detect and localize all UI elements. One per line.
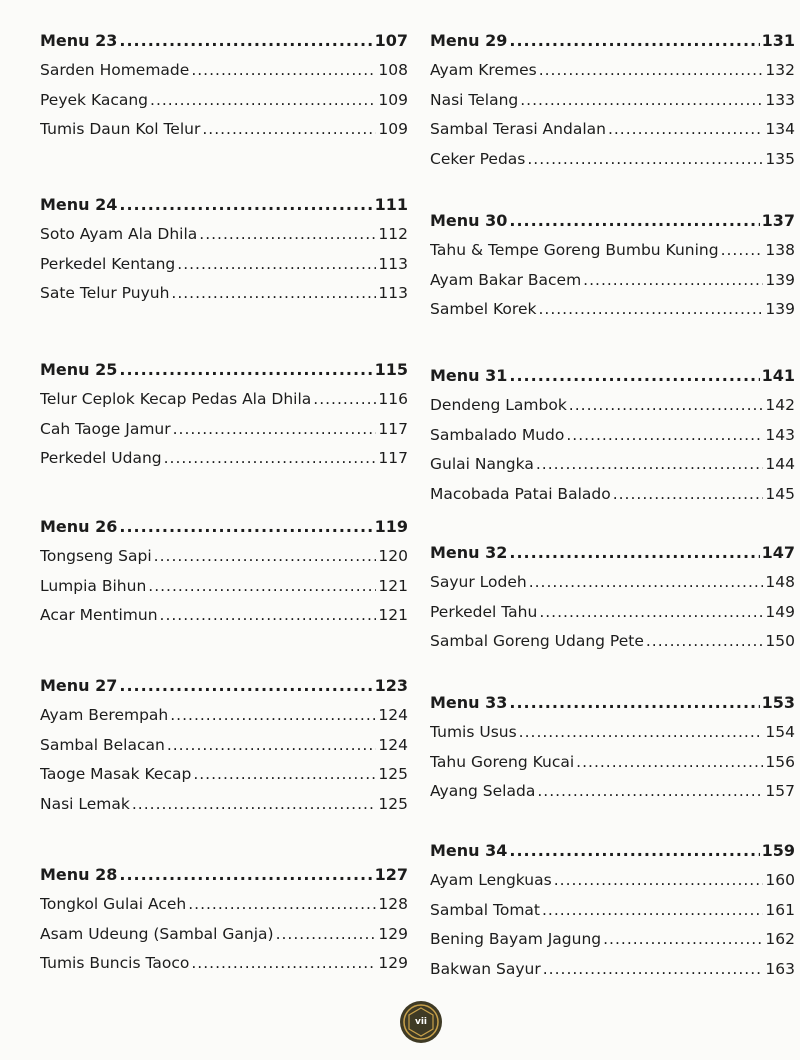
dot-leader <box>119 512 372 542</box>
page-ref: 119 <box>374 517 408 536</box>
dot-leader <box>191 56 376 86</box>
recipe-name: Tumis Buncis Taoco <box>40 954 190 972</box>
page-ref: 121 <box>378 576 408 595</box>
recipe-name: Cah Taoge Jamur <box>40 419 171 438</box>
dot-leader <box>509 361 759 391</box>
dot-leader <box>527 145 763 175</box>
dot-leader <box>542 896 763 926</box>
dot-leader <box>539 56 764 86</box>
recipe-entry <box>430 925 795 955</box>
dot-leader <box>566 421 763 451</box>
dot-leader <box>132 790 377 820</box>
menu-title: Menu 34 <box>430 841 508 860</box>
page-ref: 135 <box>765 149 795 168</box>
recipe-name: Perkedel Tahu <box>430 602 538 621</box>
menu-heading <box>40 671 408 701</box>
dot-leader <box>569 391 764 421</box>
recipe-entry <box>40 385 408 415</box>
recipe-name: Dendeng Lambok <box>430 396 567 414</box>
dot-leader <box>509 206 759 236</box>
recipe-name: Tongseng Sapi <box>40 547 152 565</box>
dot-leader <box>171 279 376 309</box>
dot-leader <box>193 760 376 790</box>
recipe-entry <box>430 718 795 748</box>
recipe-entry <box>430 748 795 778</box>
dot-leader <box>199 220 376 250</box>
menu-heading <box>430 538 795 568</box>
recipe-name: Taoge Masak Kecap <box>40 765 192 783</box>
menu-section <box>40 860 408 979</box>
recipe-entry <box>40 250 408 280</box>
menu-heading <box>40 26 408 56</box>
page-ref: 128 <box>378 895 408 913</box>
menu-section <box>40 512 408 631</box>
page-ref: 116 <box>378 390 408 408</box>
menu-title: Menu 28 <box>40 865 118 884</box>
menu-section <box>430 206 795 325</box>
menu-heading <box>430 26 795 56</box>
page-ref: 144 <box>765 455 795 473</box>
recipe-name: Sambel Korek <box>430 300 537 318</box>
dot-leader <box>150 86 376 116</box>
menu-title: Menu 33 <box>430 693 508 712</box>
dot-leader <box>276 920 377 950</box>
recipe-name: Ayam Kremes <box>430 61 537 79</box>
recipe-name: Tongkol Gulai Aceh <box>40 895 187 913</box>
dot-leader <box>537 777 763 807</box>
menu-title: Menu 31 <box>430 366 508 385</box>
recipe-name: Tumis Daun Kol Telur <box>40 120 201 138</box>
page-ref: 123 <box>374 676 408 695</box>
page-ref: 162 <box>765 930 795 948</box>
recipe-name: Ceker Pedas <box>430 149 526 168</box>
menu-section <box>430 361 795 509</box>
dot-leader <box>119 26 372 56</box>
page-ref: 121 <box>378 606 408 624</box>
recipe-name: Gulai Nangka <box>430 455 534 473</box>
page-ref: 124 <box>378 706 408 724</box>
dot-leader <box>613 480 764 510</box>
recipe-entry <box>40 56 408 86</box>
page-ref: 156 <box>765 752 795 771</box>
menu-section <box>40 190 408 309</box>
recipe-name: Sarden Homemade <box>40 61 190 79</box>
dot-leader <box>173 415 377 445</box>
dot-leader <box>177 250 376 280</box>
recipe-entry <box>40 86 408 116</box>
menu-section <box>40 355 408 474</box>
menu-section <box>40 26 408 145</box>
recipe-entry <box>430 598 795 628</box>
menu-title: Menu 27 <box>40 676 118 695</box>
menu-section <box>430 26 795 174</box>
page-ref: 111 <box>374 195 408 214</box>
recipe-entry <box>40 890 408 920</box>
page-ref: 120 <box>378 547 408 565</box>
recipe-name: Acar Mentimun <box>40 606 158 624</box>
dot-leader <box>509 836 759 866</box>
recipe-entry <box>430 866 795 896</box>
page-ref: 115 <box>374 360 408 379</box>
page-ref: 113 <box>378 254 408 273</box>
recipe-entry <box>430 295 795 325</box>
recipe-name: Sambal Terasi Andalan <box>430 120 606 138</box>
page-ref: 124 <box>378 735 408 754</box>
recipe-entry <box>40 444 408 474</box>
dot-leader <box>154 542 377 572</box>
dot-leader <box>646 627 764 657</box>
recipe-name: Sayur Lodeh <box>430 573 527 591</box>
recipe-name: Tumis Usus <box>430 723 517 741</box>
page-ref: 129 <box>378 954 408 972</box>
recipe-name: Soto Ayam Ala Dhila <box>40 225 198 243</box>
recipe-entry <box>430 56 795 86</box>
menu-heading <box>40 512 408 542</box>
menu-heading <box>430 836 795 866</box>
recipe-name: Ayang Selada <box>430 782 536 800</box>
recipe-name: Peyek Kacang <box>40 90 149 109</box>
dot-leader <box>608 115 763 145</box>
recipe-entry <box>40 220 408 250</box>
recipe-entry <box>430 896 795 926</box>
recipe-name: Lumpia Bihun <box>40 576 147 595</box>
recipe-name: Ayam Berempah <box>40 706 169 724</box>
page-ref: 143 <box>765 425 795 444</box>
dot-leader <box>202 115 376 145</box>
recipe-entry <box>40 279 408 309</box>
dot-leader <box>543 955 764 985</box>
page-ref: 154 <box>765 723 795 741</box>
page-ref: 132 <box>765 61 795 79</box>
dot-leader <box>529 568 764 598</box>
recipe-entry <box>430 266 795 296</box>
recipe-name: Sate Telur Puyuh <box>40 284 170 302</box>
page-number: vii <box>414 1017 428 1027</box>
page-ref: 148 <box>765 573 795 591</box>
dot-leader <box>538 295 763 325</box>
page-ref: 138 <box>765 241 795 259</box>
dot-leader <box>164 444 377 474</box>
page-ref: 160 <box>765 871 795 889</box>
recipe-entry <box>40 949 408 979</box>
menu-title: Menu 30 <box>430 211 508 230</box>
page-ref: 153 <box>761 693 795 712</box>
page-ref: 108 <box>378 61 408 79</box>
recipe-name: Macobada Patai Balado <box>430 484 611 503</box>
recipe-name: Telur Ceplok Kecap Pedas Ala Dhila <box>40 390 312 408</box>
menu-heading <box>430 206 795 236</box>
recipe-entry <box>40 760 408 790</box>
menu-heading <box>40 355 408 385</box>
recipe-entry <box>430 86 795 116</box>
recipe-name: Nasi Lemak <box>40 794 130 813</box>
recipe-name: Sambalado Mudo <box>430 425 565 444</box>
dot-leader <box>554 866 764 896</box>
dot-leader <box>539 598 763 628</box>
recipe-name: Asam Udeung (Sambal Ganja) <box>40 924 274 943</box>
recipe-entry <box>40 415 408 445</box>
page-ref: 149 <box>765 602 795 621</box>
dot-leader <box>519 718 764 748</box>
dot-leader <box>160 601 377 631</box>
page-ref: 161 <box>765 900 795 919</box>
page-ref: 147 <box>761 543 795 562</box>
recipe-name: Perkedel Udang <box>40 449 162 467</box>
recipe-entry <box>430 955 795 985</box>
page-ref: 139 <box>765 300 795 318</box>
page-ref: 109 <box>378 90 408 109</box>
menu-section <box>430 538 795 657</box>
page-ref: 107 <box>374 31 408 50</box>
page-ref: 112 <box>378 225 408 243</box>
dot-leader <box>721 236 764 266</box>
page-ref: 127 <box>374 865 408 884</box>
menu-title: Menu 24 <box>40 195 118 214</box>
dot-leader <box>509 26 759 56</box>
page-ref: 125 <box>378 794 408 813</box>
dot-leader <box>119 190 372 220</box>
page-ref: 131 <box>761 31 795 50</box>
dot-leader <box>509 688 759 718</box>
menu-heading <box>430 361 795 391</box>
recipe-entry <box>430 480 795 510</box>
page-ref: 157 <box>765 782 795 800</box>
recipe-entry <box>430 145 795 175</box>
recipe-name: Ayam Bakar Bacem <box>430 270 582 289</box>
recipe-entry <box>40 701 408 731</box>
dot-leader <box>583 266 763 296</box>
recipe-entry <box>430 450 795 480</box>
recipe-entry <box>40 601 408 631</box>
recipe-name: Tahu Goreng Kucai <box>430 752 575 771</box>
recipe-entry <box>430 236 795 266</box>
page-ref: 133 <box>765 90 795 109</box>
dot-leader <box>509 538 759 568</box>
page-ref: 113 <box>378 284 408 302</box>
recipe-entry <box>40 115 408 145</box>
recipe-entry <box>40 542 408 572</box>
dot-leader <box>313 385 376 415</box>
recipe-entry <box>40 790 408 820</box>
recipe-name: Ayam Lengkuas <box>430 871 552 889</box>
recipe-entry <box>430 421 795 451</box>
dot-leader <box>520 86 763 116</box>
recipe-name: Bakwan Sayur <box>430 959 541 978</box>
page-ref: 139 <box>765 270 795 289</box>
dot-leader <box>191 949 376 979</box>
recipe-entry <box>430 627 795 657</box>
page-ref: 134 <box>765 120 795 138</box>
dot-leader <box>536 450 764 480</box>
page-ref: 109 <box>378 120 408 138</box>
page-ref: 142 <box>765 396 795 414</box>
menu-title: Menu 26 <box>40 517 118 536</box>
dot-leader <box>119 860 372 890</box>
page-ref: 145 <box>765 484 795 503</box>
page-ref: 129 <box>378 924 408 943</box>
menu-title: Menu 29 <box>430 31 508 50</box>
dot-leader <box>576 748 763 778</box>
recipe-name: Perkedel Kentang <box>40 254 176 273</box>
recipe-entry <box>430 568 795 598</box>
menu-heading <box>40 190 408 220</box>
recipe-entry <box>430 777 795 807</box>
menu-title: Menu 32 <box>430 543 508 562</box>
page-ref: 125 <box>378 765 408 783</box>
menu-section <box>430 688 795 807</box>
dot-leader <box>148 572 376 602</box>
recipe-name: Tahu & Tempe Goreng Bumbu Kuning <box>430 241 719 259</box>
dot-leader <box>167 731 377 761</box>
dot-leader <box>170 701 376 731</box>
menu-heading <box>430 688 795 718</box>
page-ref: 117 <box>378 449 408 467</box>
page-ref: 150 <box>765 632 795 650</box>
page-ref: 137 <box>761 211 795 230</box>
recipe-entry <box>40 572 408 602</box>
dot-leader <box>119 671 372 701</box>
recipe-name: Sambal Belacan <box>40 735 165 754</box>
menu-heading <box>40 860 408 890</box>
dot-leader <box>603 925 763 955</box>
dot-leader <box>119 355 372 385</box>
menu-section <box>430 836 795 984</box>
recipe-entry <box>40 920 408 950</box>
menu-section <box>40 671 408 819</box>
page-ref: 159 <box>761 841 795 860</box>
page-ref: 117 <box>378 419 408 438</box>
recipe-name: Sambal Tomat <box>430 900 540 919</box>
recipe-name: Bening Bayam Jagung <box>430 930 602 948</box>
recipe-entry <box>40 731 408 761</box>
menu-title: Menu 25 <box>40 360 118 379</box>
dot-leader <box>188 890 376 920</box>
page-ref: 141 <box>761 366 795 385</box>
recipe-name: Sambal Goreng Udang Pete <box>430 632 644 650</box>
menu-title: Menu 23 <box>40 31 118 50</box>
recipe-name: Nasi Telang <box>430 90 519 109</box>
recipe-entry <box>430 391 795 421</box>
recipe-entry <box>430 115 795 145</box>
page-ref: 163 <box>765 959 795 978</box>
